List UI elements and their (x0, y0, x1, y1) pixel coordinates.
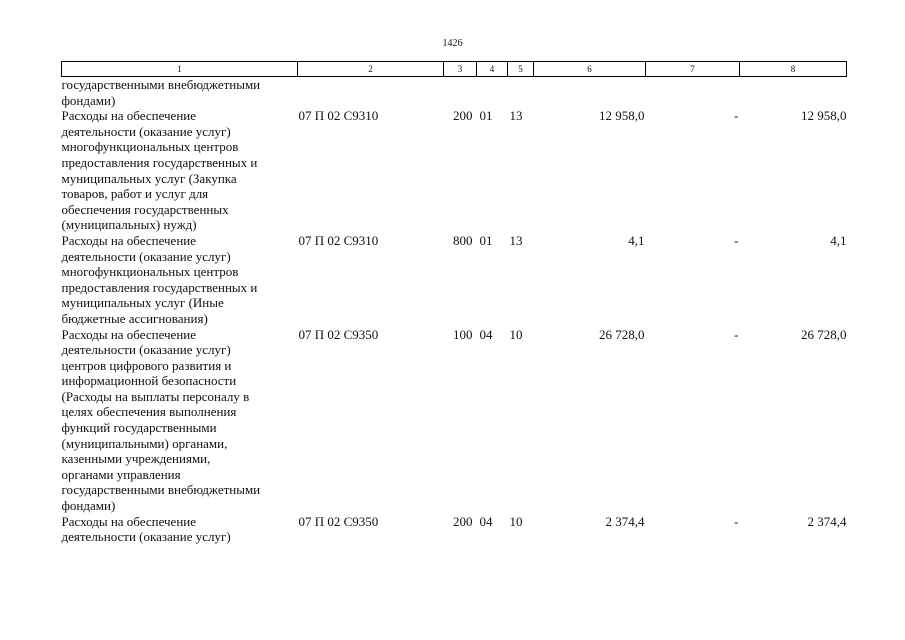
subsection-code: 13 (509, 108, 523, 124)
column-header-5: 5 (508, 62, 534, 77)
amount-col7: - (734, 326, 739, 342)
amount-col7: - (734, 513, 739, 529)
amount-col6: 12 958,0 (599, 108, 645, 124)
amount-col7: - (734, 108, 739, 124)
amount-col8: 26 728,0 (801, 326, 847, 342)
subsection-code: 13 (509, 232, 523, 248)
continuation-row (62, 77, 847, 109)
amount-col8: 4,1 (830, 232, 847, 248)
amount-col6: 26 728,0 (599, 326, 645, 342)
amount-col8: 12 958,0 (801, 108, 847, 124)
section-code: 01 (479, 232, 493, 248)
subsection-code: 10 (509, 326, 523, 342)
amount-col6: 4,1 (628, 232, 645, 248)
column-header-2: 2 (298, 62, 444, 77)
expense-name: Расходы на обеспечение деятельности (оказание услуг) центров цифрового развития и информационной безопасности (Расходы на выплаты персоналу в целях обеспечения выполнения функций государственными (муниципальными) органами, казенными учреждениями, органами управления государственными внебюджетными фондами) (61, 326, 261, 514)
target-code: 07 П 02 С9310 (298, 108, 379, 124)
column-header-3: 3 (444, 62, 477, 77)
table-row (62, 108, 847, 233)
table-header (62, 62, 847, 77)
expense-type-code: 100 (453, 326, 473, 342)
expense-type-code: 200 (453, 108, 473, 124)
column-header-1: 1 (62, 62, 298, 77)
table-body (62, 77, 847, 545)
amount-col7: - (734, 232, 739, 248)
table-row (62, 514, 847, 545)
target-code: 07 П 02 С9350 (298, 513, 379, 529)
expense-type-code: 200 (453, 513, 473, 529)
amount-col6: 2 374,4 (605, 513, 645, 529)
budget-table (61, 61, 847, 545)
column-header-6: 6 (534, 62, 646, 77)
column-header-7: 7 (646, 62, 740, 77)
section-code: 04 (479, 513, 493, 529)
subsection-code: 10 (509, 513, 523, 529)
target-code: 07 П 02 С9310 (298, 232, 379, 248)
expense-name: Расходы на обеспечение деятельности (оказание услуг) многофункциональных центров предоставления государственных и муниципальных услуг (Закупка товаров, работ и услуг для обеспечения государственных (муниципальных) нужд) (61, 108, 258, 233)
table-row (62, 327, 847, 514)
expense-name: Расходы на обеспечение деятельности (оказание услуг) многофункциональных центров предоставления государственных и муниципальных услуг (Иные бюджетные ассигнования) (61, 232, 258, 326)
column-header-4: 4 (477, 62, 508, 77)
expense-type-code: 800 (453, 232, 473, 248)
expense-name: Расходы на обеспечение деятельности (оказание услуг) (61, 513, 231, 545)
continuation-text: государственными внебюджетными фондами) (61, 77, 261, 108)
target-code: 07 П 02 С9350 (298, 326, 379, 342)
section-code: 01 (479, 108, 493, 124)
table-row (62, 233, 847, 327)
section-code: 04 (479, 326, 493, 342)
column-header-8: 8 (740, 62, 847, 77)
page-number: 1426 (442, 38, 463, 49)
amount-col8: 2 374,4 (807, 513, 847, 529)
